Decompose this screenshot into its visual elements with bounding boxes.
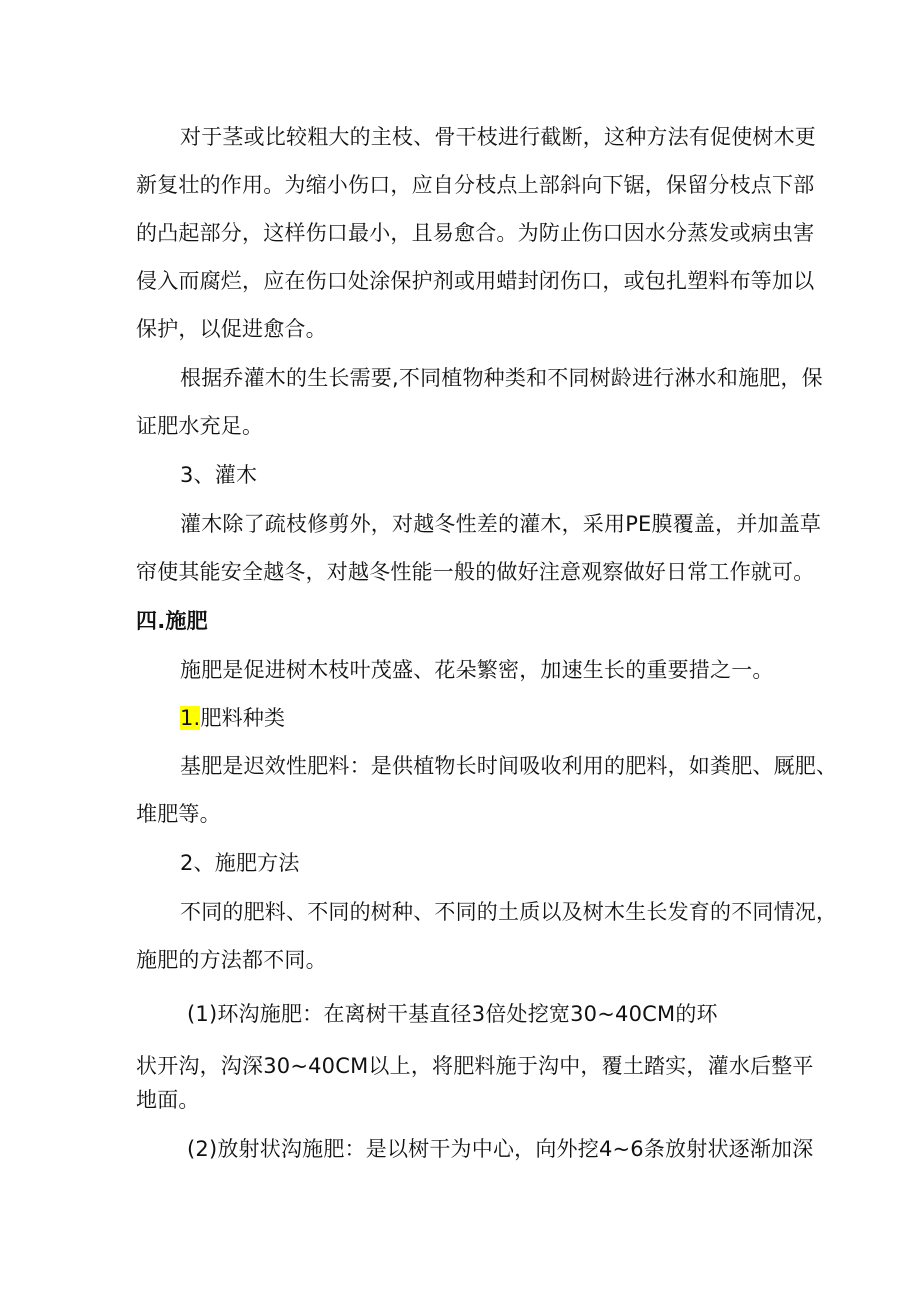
section-heading-fertilizing: 四.施肥 — [136, 609, 208, 633]
paragraph-radial-trench-line-1: (2)放射状沟施肥：是以树干为中心，向外挖4~6条放射状逐渐加深 — [187, 1137, 814, 1161]
subheading-fertilizer-types-text: 肥料种类 — [200, 706, 286, 730]
paragraph-ring-trench-line-3: 地面。 — [136, 1088, 200, 1112]
paragraph-methods-line-1: 不同的肥料、不同的树种、不同的土质以及树木生长发育的不同情况， — [180, 900, 838, 924]
subheading-shrub: 3、灌木 — [180, 463, 258, 487]
paragraph-pruning-line-1: 对于茎或比较粗大的主枝、骨干枝进行截断，这种方法有促使树木更 — [180, 125, 816, 149]
subheading-fertilizing-methods: 2、施肥方法 — [180, 851, 300, 875]
paragraph-pruning-line-3: 的凸起部分，这样伤口最小，且易愈合。为防止伤口因水分蒸发或病虫害 — [136, 221, 815, 245]
subheading-fertilizer-types — [180, 703, 285, 733]
paragraph-base-fertilizer-line-1: 基肥是迟效性肥料：是供植物长时间吸收利用的肥料，如粪肥、厩肥、 — [180, 754, 838, 778]
paragraph-shrub-line-1: 灌木除了疏枝修剪外，对越冬性差的灌木，采用PE膜覆盖，并加盖草 — [180, 512, 822, 536]
paragraph-base-fertilizer-line-2: 堆肥等。 — [136, 802, 221, 826]
paragraph-ring-trench-line-1: (1)环沟施肥：在离树干基直径3倍处挖宽30~40CM的环 — [187, 1002, 718, 1026]
paragraph-pruning-line-5: 保护，以促进愈合。 — [136, 317, 327, 341]
paragraph-watering-line-2: 证肥水充足。 — [136, 414, 264, 438]
paragraph-watering-line-1: 根据乔灌木的生长需要,不同植物种类和不同树龄进行淋水和施肥，保 — [180, 366, 823, 390]
paragraph-shrub-line-2: 帘使其能安全越冬，对越冬性能一般的做好注意观察做好日常工作就可。 — [136, 560, 815, 584]
paragraph-pruning-line-2: 新复壮的作用。为缩小伤口，应自分枝点上部斜向下锯，保留分枝点下部 — [136, 173, 815, 197]
paragraph-pruning-line-4: 侵入而腐烂，应在伤口处涂保护剂或用蜡封闭伤口，或包扎塑料布等加以 — [136, 269, 815, 293]
highlighted-number: 1. — [180, 706, 201, 730]
paragraph-methods-line-2: 施肥的方法都不同。 — [136, 948, 327, 972]
paragraph-ring-trench-line-2: 状开沟，沟深30~40CM以上，将肥料施于沟中，覆土踏实，灌水后整平 — [136, 1054, 814, 1078]
paragraph-fertilizing-intro: 施肥是促进树木枝叶茂盛、花朵繁密，加速生长的重要措之一。 — [180, 658, 774, 682]
